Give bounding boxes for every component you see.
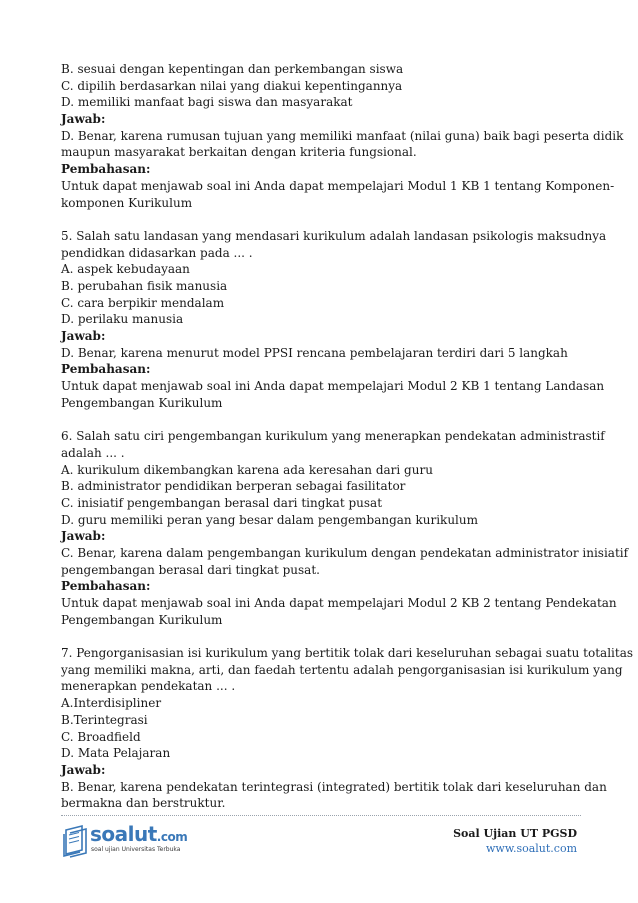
text-line: 5. Salah satu landasan yang mendasari kurikulum adalah landasan psikologis maksudnya [61,228,607,243]
text-line: C. dipilih berdasarkan nilai yang diakui kepentingannya [61,78,403,93]
footer-divider [61,815,581,816]
document-body [61,61,634,812]
text-line: A. aspek kebudayaan [61,262,190,277]
soalut-logo [62,820,202,862]
section-heading: Pembahasan: [61,162,151,177]
text-line: Untuk dapat menjawab soal ini Anda dapat mempelajari Modul 2 KB 1 tentang Landasan [61,379,605,394]
text-line: adalah ... . [61,445,125,460]
text-line: Pengembangan Kurikulum [61,612,223,627]
footer-info [453,826,577,856]
text-line: A. kurikulum dikembangkan karena ada keresahan dari guru [61,462,433,477]
text-line: C. inisiatif pengembangan berasal dari tingkat pusat [61,495,383,510]
section-heading: Jawab: [61,762,106,777]
section-heading: Jawab: [61,529,106,544]
text-line: bermakna dan berstruktur. [61,796,226,811]
section-heading: Jawab: [61,112,106,127]
blank-line [61,628,581,645]
logo-wordmark: soalut.com [90,822,188,846]
footer-title: Soal Ujian UT PGSD [453,827,577,840]
text-line: B.Terintegrasi [61,712,148,727]
section-heading: Pembahasan: [61,362,151,377]
blank-line [61,211,581,228]
text-line: D. Benar, karena menurut model PPSI rencana pembelajaran terdiri dari 5 langkah [61,345,568,360]
text-line: B. sesuai dengan kepentingan dan perkembangan siswa [61,62,404,76]
text-line: B. administrator pendidikan berperan sebagai fasilitator [61,479,406,494]
text-line: menerapkan pendekatan ... . [61,679,236,694]
logo-tagline: soal ujian Universitas Terbuka [91,846,181,853]
text-line: C. Benar, karena dalam pengembangan kurikulum dengan pendekatan administrator inisiatif [61,545,629,560]
text-line: Untuk dapat menjawab soal ini Anda dapat mempelajari Modul 1 KB 1 tentang Komponen- [61,178,615,193]
text-line: D. guru memiliki peran yang besar dalam pengembangan kurikulum [61,512,478,527]
text-line: B. perubahan fisik manusia [61,278,228,293]
text-line: A.Interdisipliner [61,696,162,711]
text-line: C. Broadfield [61,729,141,744]
book-stack-icon [62,822,92,858]
text-line: Pengembangan Kurikulum [61,395,223,410]
text-line: 7. Pengorganisasian isi kurikulum yang bertitik tolak dari keseluruhan sebagai suatu totalitas [61,646,634,661]
footer-url[interactable]: www.soalut.com [486,842,577,855]
text-line: komponen Kurikulum [61,195,193,210]
section-heading: Jawab: [61,329,106,343]
text-line: C. cara berpikir mendalam [61,295,225,310]
text-line: D. perilaku manusia [61,312,184,327]
text-line: pengembangan berasal dari tingkat pusat. [61,562,320,577]
text-line: 6. Salah satu ciri pengembangan kurikulum yang menerapkan pendekatan administrastif [61,429,605,444]
blank-line [61,411,581,428]
text-line: pendidkan didasarkan pada ... . [61,245,253,260]
text-line: D. memiliki manfaat bagi siswa dan masyarakat [61,95,353,110]
section-heading: Pembahasan: [61,579,151,594]
text-line: yang memiliki makna, arti, dan faedah tertentu adalah pengorganisasian isi kurikulum yang [61,662,623,677]
text-line: D. Benar, karena rumusan tujuan yang memiliki manfaat (nilai guna) baik bagi peserta didik [61,128,624,143]
text-line: maupun masyarakat berkaitan dengan kriteria fungsional. [61,145,417,160]
text-line: D. Mata Pelajaran [61,746,171,761]
text-line: Untuk dapat menjawab soal ini Anda dapat mempelajari Modul 2 KB 2 tentang Pendekatan [61,596,617,610]
text-line: B. Benar, karena pendekatan terintegrasi (integrated) bertitik tolak dari keseluruhan dan [61,779,607,794]
